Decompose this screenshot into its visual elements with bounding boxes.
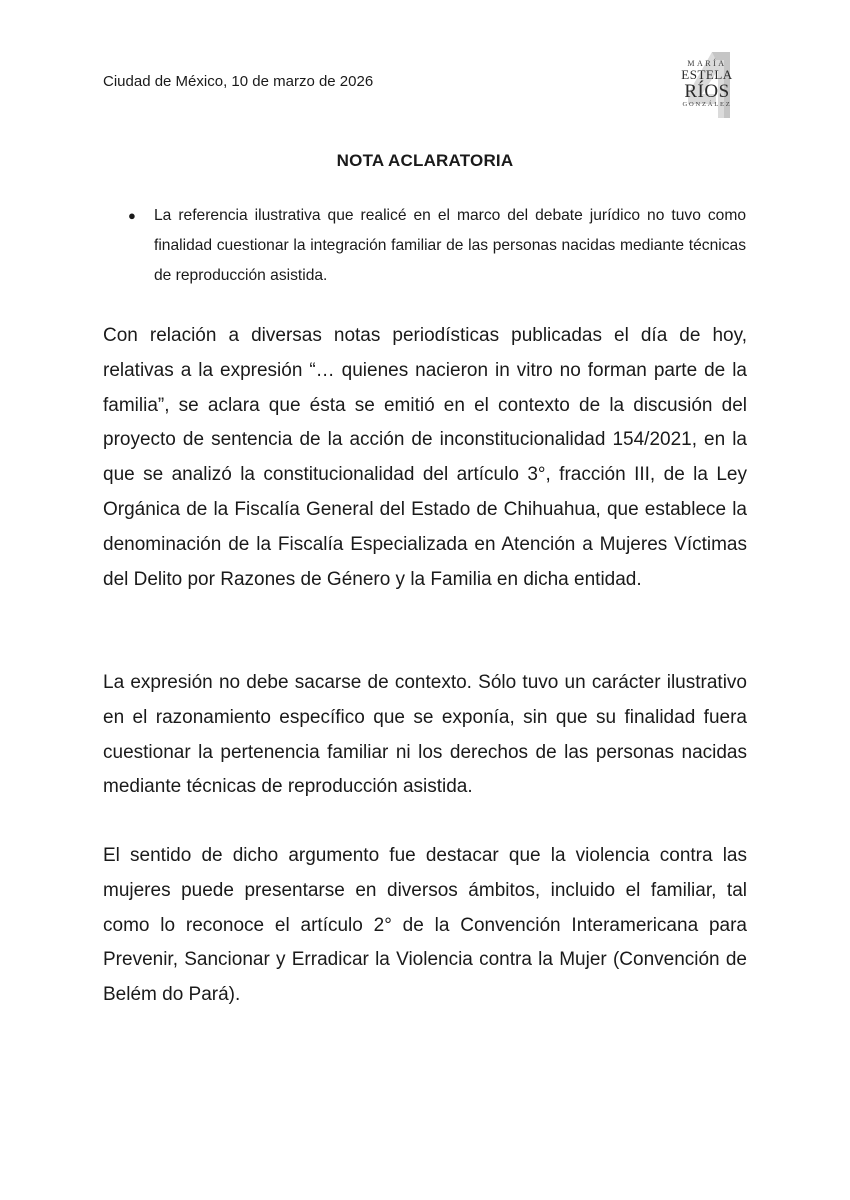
paragraph-context: Con relación a diversas notas periodísticas publicadas el día de hoy, relativas a la expresión “… quienes nacieron in vitro no forman parte de la familia”, se aclara que ésta se emitió en el contexto de la discusión del proyecto de sentencia de la acción de inconstitucionalidad 154/2021, en la que se analizó la constitucionalidad del artículo 3°, fracción III, de la Ley Orgánica de la Fiscalía General del Estado de Chihuahua, que establece la denominación de la Fiscalía Especializada en Atención a Mujeres Víctimas del Delito por Razones de Género y la Familia en dicha entidad. bbox=[103, 325, 747, 590]
paragraph-argument: El sentido de dicho argumento fue destacar que la violencia contra las mujeres puede presentarse en diversos ámbitos, incluido el familiar, tal como lo reconoce el artículo 2° de la Convención Interamericana para Prevenir, Sancionar y Erradicar la Violencia contra la Mujer (Convención de Belém do Pará). bbox=[103, 845, 747, 1006]
logo-line2: ESTELA bbox=[681, 67, 733, 82]
place-date: Ciudad de México, 10 de marzo de 2026 bbox=[103, 73, 374, 90]
bullet-item bbox=[128, 201, 746, 291]
bullet-dot-icon: ● bbox=[128, 208, 136, 223]
document-title: NOTA ACLARATORIA bbox=[336, 151, 514, 170]
ministry-logo-icon bbox=[672, 50, 742, 120]
bullet-text: La referencia ilustrativa que realicé en el marco del debate jurídico no tuvo como finalidad cuestionar la integración familiar de las personas nacidas mediante técnicas de reproducción asistida. bbox=[154, 207, 746, 284]
logo-line4: GONZÁLEZ bbox=[682, 101, 732, 108]
logo-line1: MARÍA bbox=[687, 59, 727, 68]
paragraph-expression: La expresión no debe sacarse de contexto. Sólo tuvo un carácter ilustrativo en el razonamiento específico que se exponía, sin que su finalidad fuera cuestionar la pertenencia familiar ni los derechos de las personas nacidas mediante técnicas de reproducción asistida. bbox=[103, 672, 747, 798]
logo-line3: RÍOS bbox=[684, 81, 730, 102]
